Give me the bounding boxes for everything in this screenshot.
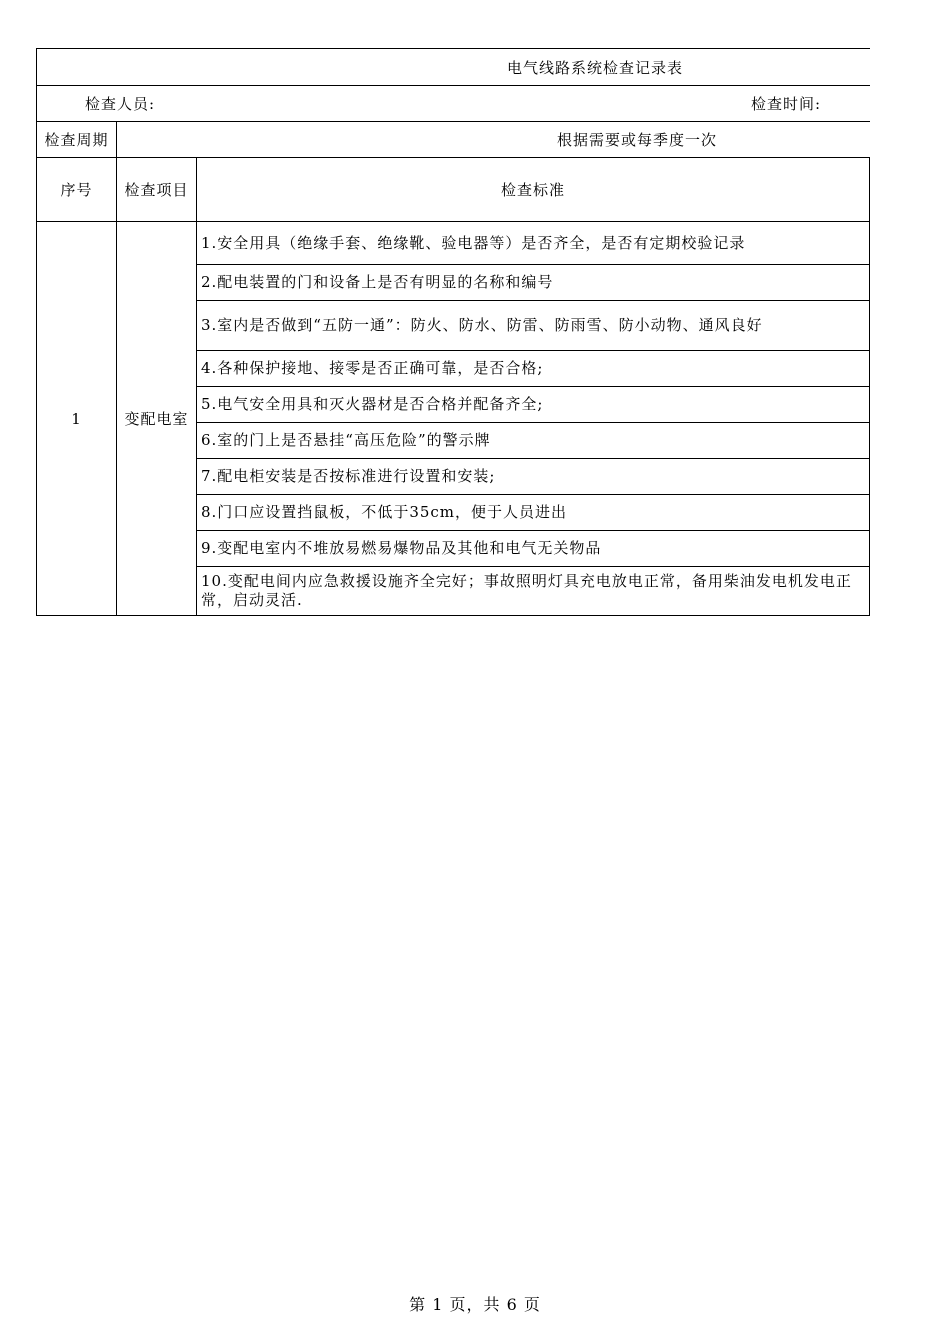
inspector-label: 检查人员: xyxy=(85,95,156,113)
criterion-row: 10.变配电间内应急救援设施齐全完好；事故照明灯具充电放电正常，备用柴油发电机发电正常，启动灵活. xyxy=(201,572,852,609)
row-number-cell: 1 xyxy=(37,222,117,615)
criteria-table xyxy=(36,158,870,616)
criterion-row: 9.变配电室内不堆放易燃易爆物品及其他和电气无关物品 xyxy=(197,531,869,567)
period-value: 根据需要或每季度一次 xyxy=(557,131,718,149)
criterion-row: 6.室的门上是否悬挂“高压危险”的警示牌 xyxy=(197,423,869,459)
header-no: 序号 xyxy=(37,158,117,222)
criterion-row: 3.室内是否做到“五防一通”：防火、防水、防雷、防雨雪、防小动物、通风良好 xyxy=(197,301,869,351)
inspection-sheet xyxy=(36,48,870,616)
criterion-row: 7.配电柜安装是否按标准进行设置和安装; xyxy=(197,459,869,495)
header-standard: 检查标准 xyxy=(197,158,869,222)
page-footer: 第 1 页，共 6 页 xyxy=(409,1295,541,1314)
period-label: 检查周期 xyxy=(37,122,117,157)
period-row xyxy=(36,122,870,158)
header-item: 检查项目 xyxy=(117,158,197,222)
criterion-row: 4.各种保护接地、接零是否正确可靠，是否合格; xyxy=(197,351,869,387)
inspector-row xyxy=(36,86,870,122)
criterion-row: 2.配电装置的门和设备上是否有明显的名称和编号 xyxy=(197,265,869,301)
criterion-row: 1.安全用具（绝缘手套、绝缘靴、验电器等）是否齐全，是否有定期校验记录 xyxy=(197,222,869,265)
inspection-time-label: 检查时间: xyxy=(751,95,822,113)
criterion-row: 8.门口应设置挡鼠板，不低于35cm，便于人员进出 xyxy=(197,495,869,531)
criterion-row: 5.电气安全用具和灭火器材是否合格并配备齐全; xyxy=(197,387,869,423)
document-title: 电气线路系统检查记录表 xyxy=(507,58,684,77)
title-row xyxy=(36,48,870,86)
inspection-item-cell: 变配电室 xyxy=(117,222,197,615)
